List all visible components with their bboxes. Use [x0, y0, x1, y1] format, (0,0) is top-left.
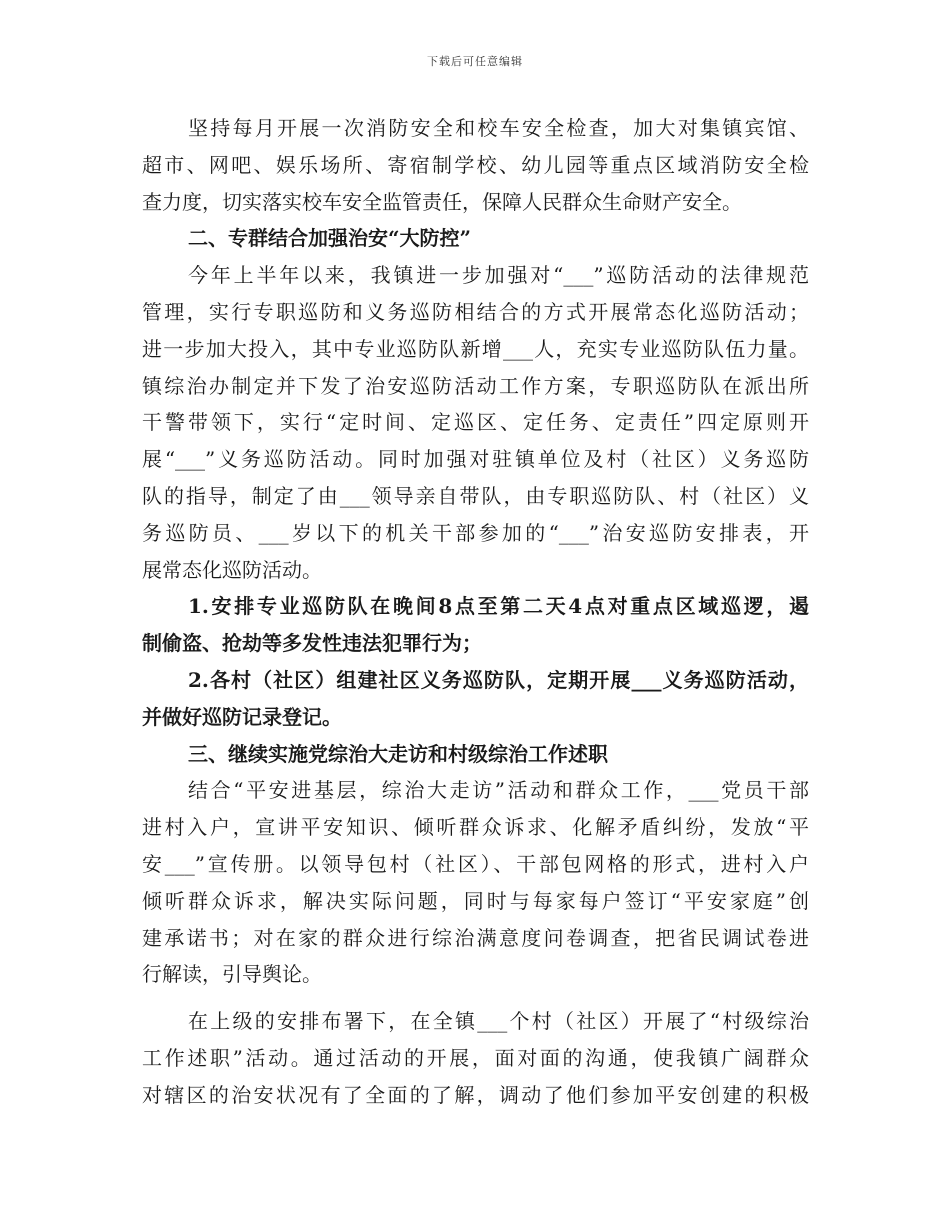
text-line: 进一步加大投入，其中专业巡防队新增___人，充实专业巡防队伍力量。 [142, 336, 809, 361]
text-line: 队的指导，制定了由___领导亲自带队，由专职巡防队、村（社区）义 [142, 483, 809, 508]
heading-line: 二、专群结合加强治安“大防控” [188, 226, 472, 251]
text-line: 今年上半年以来，我镇进一步加强对“___”巡防活动的法律规范 [188, 263, 809, 288]
text-line: 建承诺书；对在家的群众进行综治满意度问卷调查，把省民调试卷进 [142, 925, 809, 950]
text-line: 展常态化巡防活动。 [142, 557, 322, 582]
text-line: 行解读，引导舆论。 [142, 962, 322, 987]
text-line: 结合“平安进基层，综治大走访”活动和群众工作，___党员干部 [188, 778, 809, 803]
text-line: 镇综治办制定并下发了治安巡防活动工作方案，专职巡防队在派出所 [142, 373, 809, 398]
text-line: 展“___”义务巡防活动。同时加强对驻镇单位及村（社区）义务巡防 [142, 447, 809, 472]
heading-line: 1.安排专业巡防队在晚间8点至第二天4点对重点区域巡逻，遏 [188, 594, 809, 619]
text-line: 工作述职”活动。通过活动的开展，面对面的沟通，使我镇广阔群众 [142, 1045, 809, 1070]
text-line: 查力度，切实落实校车安全监管责任，保障人民群众生命财产安全。 [142, 189, 742, 214]
text-line: 务巡防员、___岁以下的机关干部参加的“___”治安巡防安排表，开 [142, 520, 809, 545]
text-line: 对辖区的治安状况有了全面的了解，调动了他们参加平安创建的积极 [142, 1082, 809, 1107]
heading-line: 三、继续实施党综治大走访和村级综治工作述职 [188, 741, 608, 766]
heading-line: 制偷盗、抢劫等多发性违法犯罪行为； [142, 631, 482, 656]
document-body [142, 110, 809, 1114]
text-line: 在上级的安排布署下，在全镇___个村（社区）开展了“村级综治 [188, 1009, 809, 1034]
page-header: 下载后可任意编辑 [427, 55, 523, 68]
text-line: 倾听群众诉求，解决实际问题，同时与每家每户签订“平安家庭”创 [142, 888, 809, 913]
text-line: 干警带领下，实行“定时间、定巡区、定任务、定责任”四定原则开 [142, 410, 809, 435]
heading-line: 并做好巡防记录登记。 [142, 704, 342, 729]
heading-line: 2.各村（社区）组建社区义务巡防队，定期开展___义务巡防活动， [188, 667, 809, 692]
text-line: 超市、网吧、娱乐场所、寄宿制学校、幼儿园等重点区域消防安全检 [142, 152, 809, 177]
text-line: 进村入户，宣讲平安知识、倾听群众诉求、化解矛盾纠纷，发放“平 [142, 815, 809, 840]
text-line: 管理，实行专职巡防和义务巡防相结合的方式开展常态化巡防活动； [142, 299, 809, 324]
paragraph-gap [142, 993, 809, 1003]
text-line: 安___”宣传册。以领导包村（社区）、干部包网格的形式，进村入户 [142, 851, 809, 876]
text-line: 坚持每月开展一次消防安全和校车安全检查，加大对集镇宾馆、 [188, 116, 809, 140]
